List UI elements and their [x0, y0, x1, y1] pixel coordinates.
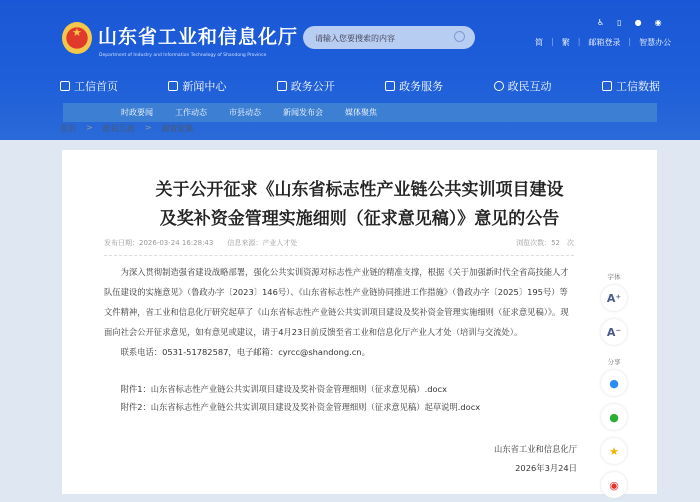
sign-date: 2026年3月24日	[515, 463, 577, 473]
divider	[104, 255, 574, 256]
info-source: 信息来源：产业人才处	[227, 239, 298, 247]
article-body	[104, 262, 576, 415]
font-increase-button[interactable]: A⁺	[601, 285, 627, 311]
article-card	[62, 150, 657, 494]
subnav-item[interactable]: 媒体聚焦	[345, 108, 377, 117]
service-icon	[385, 81, 395, 91]
wechat-share-icon[interactable]: ●	[601, 404, 627, 430]
nav-home[interactable]: 工信首页	[60, 78, 118, 94]
subnav-item[interactable]: 市县动态	[229, 108, 261, 117]
qq-share-icon[interactable]: ●	[601, 370, 627, 396]
smart-office-link[interactable]: 智慧办公	[639, 38, 672, 47]
mail-login-link[interactable]: 邮箱登录	[588, 38, 621, 47]
home-icon	[60, 81, 70, 91]
nav-interaction[interactable]: 政民互动	[494, 78, 552, 94]
accessibility-icon[interactable]: ♿	[597, 18, 605, 27]
contact-info: 联系电话：0531-51782587，电子邮箱：cyrcc@shandong.cn。	[120, 347, 370, 357]
document-icon	[168, 81, 178, 91]
database-icon	[602, 81, 612, 91]
weibo-icon[interactable]: ◉	[654, 18, 662, 27]
font-decrease-button[interactable]: A⁻	[601, 319, 627, 345]
traditional-link[interactable]: 繁	[561, 38, 570, 47]
breadcrumb-interaction[interactable]: 政民互动	[102, 124, 135, 133]
nav-gov-open[interactable]: 政务公开	[277, 78, 335, 94]
chat-icon	[494, 81, 504, 91]
weibo-share-icon[interactable]: ◉	[601, 472, 627, 498]
breadcrumb-home[interactable]: 首页	[60, 124, 76, 133]
site-header: ★ 山东省工业和信息化厅 Department of Industry and Information Technology of Shandong Province 请输入您要搜索的内容 ♿ ▯ ● ◉ 简 | 繁 | 邮箱登录 | 智慧办公 工信首页 新闻中心 政务公开 政务服务 政民互动 工信数据	[0, 0, 700, 140]
view-count: 浏览次数：52 次	[516, 239, 574, 247]
side-tools	[598, 272, 630, 502]
search-icon[interactable]	[454, 31, 465, 42]
search-input[interactable]	[303, 26, 475, 49]
subnav-item[interactable]: 新闻发布会	[283, 108, 323, 117]
article-title: 关于公开征求《山东省标志性产业链公共实训项目建设 及奖补资金管理实施细则（征求意见稿）》意见的公告	[155, 180, 564, 229]
publish-date: 发布日期：2026-03-24 16:28:43	[104, 239, 214, 247]
breadcrumb: 首页 > 政民互动 > 调查征集	[60, 123, 194, 133]
signature	[494, 440, 577, 478]
site-subtitle: Department of Industry and Information Technology of Shandong Province	[99, 53, 267, 58]
main-nav	[60, 78, 660, 94]
national-emblem-logo[interactable]	[62, 22, 92, 54]
article-paragraph: 为深入贯彻制造强省建设战略部署，强化公共实训资源对标志性产业链的精准支撑，根据《关于加强新时代全省高技能人才队伍建设的实施意见》（鲁政办字〔2023〕146号）、《山东省标志性产业链协同推进工作措施》（鲁政办字〔2025〕195号）等文件精神，省工业和信息化厅研究起草了《山东省标志性产业链公共实训项目建设及奖补资金管理实施细则（征求意见稿）》。现面向社会公开征求意见，如有意见或建议，请于4月23日前反馈至省工业和信息化厅产业人才处（培训与交流处）。	[104, 267, 569, 337]
article-meta	[104, 238, 574, 248]
breadcrumb-survey[interactable]: 调查征集	[161, 124, 194, 133]
share-label: 分享	[607, 358, 621, 366]
nav-news[interactable]: 新闻中心	[168, 78, 226, 94]
subnav-item[interactable]: 时政要闻	[121, 108, 153, 117]
simplified-link[interactable]: 简	[535, 38, 543, 47]
font-label: 字体	[607, 273, 621, 281]
sub-nav	[63, 103, 657, 122]
site-title[interactable]: 山东省工业和信息化厅	[98, 26, 299, 48]
attachment-link-2[interactable]: 附件2：山东省标志性产业链公共实训项目建设及奖补资金管理细则（征求意见稿）起草说明.docx	[120, 402, 481, 412]
mobile-icon[interactable]: ▯	[617, 18, 622, 27]
monitor-icon	[277, 81, 287, 91]
wechat-icon[interactable]: ●	[634, 18, 642, 27]
attachment-link-1[interactable]: 附件1：山东省标志性产业链公共实训项目建设及奖补资金管理细则（征求意见稿）.docx	[120, 384, 448, 394]
nav-data[interactable]: 工信数据	[602, 78, 660, 94]
subnav-item[interactable]: 工作动态	[175, 108, 207, 117]
signer: 山东省工业和信息化厅	[494, 444, 577, 454]
nav-gov-service[interactable]: 政务服务	[385, 78, 443, 94]
favorite-star-icon[interactable]: ★	[601, 438, 627, 464]
search-placeholder: 请输入您要搜索的内容	[315, 34, 395, 43]
